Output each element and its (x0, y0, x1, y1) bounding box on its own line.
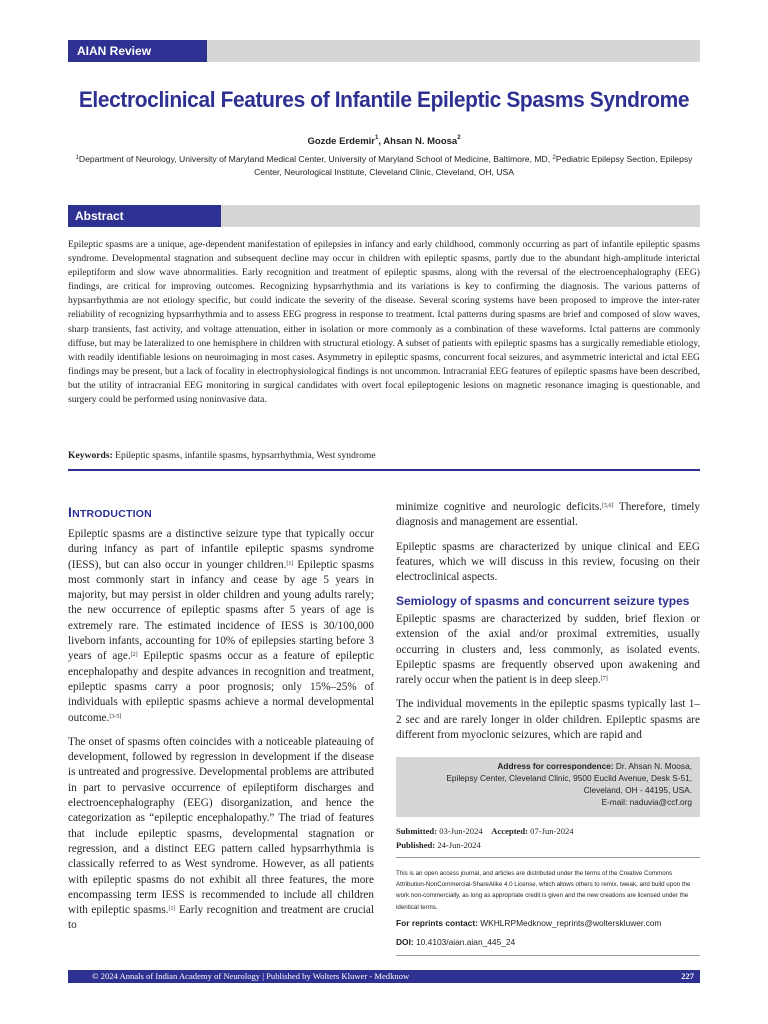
date-label: Published: (396, 840, 436, 850)
heading-initial: I (68, 504, 73, 520)
affil-mark: 1 (75, 155, 79, 161)
reprints-contact (396, 918, 661, 928)
author-list (0, 136, 768, 147)
citation: [7] (600, 676, 608, 683)
corr-line: Cleveland, OH - 44195, USA. (583, 785, 692, 795)
corr-email: E-mail: naduvia@ccf.org (601, 797, 692, 807)
correspondence-box (396, 757, 700, 817)
article-dates (396, 824, 574, 852)
date-label: Accepted: (491, 826, 529, 836)
paragraph (68, 527, 374, 726)
citation: [2] (130, 652, 138, 659)
introduction-heading (68, 504, 152, 520)
corr-line: Epilepsy Center, Cleveland Clinic, 9500 Euclid Avenue, Desk S-51, (446, 773, 692, 783)
date-value: 24-Jun-2024 (435, 840, 481, 850)
page-number: 227 (681, 971, 694, 981)
keywords-label: Keywords: (68, 450, 113, 461)
date-value: 03-Jun-2024 (437, 826, 483, 836)
reprints-email[interactable]: WKHLRPMedknow_reprints@wolterskluwer.com (477, 918, 662, 928)
author-separator: , (378, 136, 384, 147)
text-run: Epileptic spasms occur as a feature of epileptic encephalopathy and despite advances in recognition and treatment, epileptic spasms carry a poor prognosis; only 15%–25% of individuals with epileptic spasms achieve a normal developmental outcome. (68, 650, 374, 724)
footer-text: © 2024 Annals of Indian Academy of Neurology | Published by Wolters Kluwer - Medknow (92, 971, 410, 981)
date-line (396, 824, 574, 838)
citation: [1] (286, 560, 294, 567)
text-run: Early recognition and treatment are crucial to (68, 904, 374, 932)
article-title: Electroclinical Features of Infantile Epileptic Spasms Syndrome (78, 87, 690, 112)
paragraph: The individual movements in the epileptic spasms typically last 1–2 sec and are rarely longer in older children. Epileptic spasms are different from myoclonic seizures, which are rapid and (396, 698, 700, 742)
right-column-top (396, 500, 700, 594)
keywords (68, 450, 700, 461)
left-column (68, 527, 374, 943)
author-name: Ahsan N. Moosa (383, 136, 458, 147)
text-run: Therefore, timely diagnosis and management are essential. (396, 501, 700, 529)
text-run: The onset of spasms often coincides with a noticeable plateauing of development, followed by regression in development if the disease is untreated and progressive. Developmental problems are attributed in part to pervasive occurrence of epileptiform discharges and electroencephalography (EEG) disorganization, and hence the categorization as “epileptic encephalopathy.” The triad of features that include epileptic spasms, developmental stagnation or regression, and a distinct EEG pattern called hypsarrhythmia is classically referred to as West syndrome. However, as all patients with epileptic spasms do not exhibit all three features, the more encompassing term IESS is recommended to include all children with epileptic spasms. (68, 735, 374, 917)
paragraph (68, 735, 374, 934)
right-column-semiology (396, 612, 700, 752)
divider-rule (68, 469, 700, 471)
page-footer (68, 970, 700, 983)
date-value: 07-Jun-2024 (528, 826, 574, 836)
paragraph: Epileptic spasms are characterized by unique clinical and EEG features, which we will discuss in this review, focusing on their electroclinical aspects. (396, 540, 700, 584)
author-affil-mark: 1 (375, 135, 379, 141)
affiliations (70, 153, 698, 178)
paragraph (396, 612, 700, 688)
heading-rest: NTRODUCTION (72, 508, 152, 520)
corr-line (396, 757, 700, 772)
citation: [3-5] (109, 713, 122, 720)
affil-mark: 2 (552, 155, 556, 161)
reprints-label: For reprints contact: (396, 918, 478, 928)
corr-label: Address for correspondence: (497, 761, 614, 771)
abstract-text: Epileptic spasms are a unique, age-dependent manifestation of epilepsies in infancy and early childhood, commonly occurring as part of infantile epileptic spasms syndrome. Developmental stagnation and subsequent decline may occur in children with epileptic spasms, partly due to the abundant high-amplitude interictal epileptiform and slow wave abnormalities. Early recognition and treatment of epileptic spasms, along with the reversal of the electroencephalography (EEG) findings, are critical for improving outcomes. Recognizing hypsarrhythmia and its variations is key to confirming the diagnosis. The various patterns of hypsarrhythmia are not etiology specific, but could indicate the severity of the disease. Several scoring systems have been proposed to improve the inter-rater reliability of recognizing hypsarrhythmia and to assess EEG progress in response to treatment. Ictal patterns during spasms are brief and composed of slow waves, sharp transients, fast activity, and voltage attenuation, either in isolation or more commonly as a combination of these waveforms. Ictal patterns are commonly diffuse, but may be lateralized to one hemisphere in children with structural etiology. A subset of patients with epileptic spasms has a surgically remediable etiology, with readily identifiable lesions on neuroimaging in most cases. Asymmetry in epileptic spasms, concurrent focal seizures, and asymmetric interictal and ictal EEG findings may be present, but a lack of focality in electrophysiological findings is not uncommon. Intracranial EEG features of epileptic spasms have been described, but the utility of intracranial EEG monitoring in surgical candidates with overt focal epileptogenic lesions on magnetic resonance imaging is questionable, and surgery could be performed using noninvasive data. (68, 239, 700, 406)
divider-line (396, 955, 700, 956)
text-run: Epileptic spasms are a distinctive seizure type that typically occur during infancy as part of infantile epileptic spasms syndrome (IESS), but can also occur in younger children. (68, 528, 374, 571)
section-label (68, 40, 207, 62)
corr-name: Dr. Ahsan N. Moosa, (613, 761, 692, 771)
date-label: Submitted: (396, 826, 438, 836)
author-affil-mark: 2 (457, 135, 461, 141)
divider-line (396, 857, 700, 858)
affil-text: Pediatric Epilepsy Section, Epilepsy Center, Neurological Institute, Cleveland Clinic, Cleveland, OH, USA (254, 154, 693, 177)
doi (396, 937, 515, 947)
paragraph (396, 500, 700, 531)
abstract-heading-text: Abstract (75, 209, 124, 223)
affil-text: Department of Neurology, University of Maryland Medical Center, University of Maryland School of Medicine, Baltimore, MD, (78, 154, 553, 164)
doi-label: DOI: (396, 937, 414, 947)
semiology-heading: Semiology of spasms and concurrent seizure types (396, 594, 690, 608)
abstract-heading (68, 205, 221, 227)
text-run: Epileptic spasms most commonly start in infancy and cease by age 5 years in majority, but may persist in older children and young adults rarely; the new occurrence of epileptic spasms after 5 years of age is extremely rare. The estimated incidence of IESS is 30/100,000 liveborn infants, accounting for 10% of epilepsies starting before 3 years of age. (68, 558, 374, 663)
section-label-text: AIAN Review (77, 44, 152, 58)
date-line (396, 838, 574, 852)
author-name: Gozde Erdemir (307, 136, 376, 147)
text-run: minimize cognitive and neurologic deficits. (396, 501, 603, 513)
keywords-text: Epileptic spasms, infantile spasms, hypsarrhythmia, West syndrome (112, 450, 376, 461)
license-text: This is an open access journal, and articles are distributed under the terms of the Creative Commons Attribution-NonCommercial-ShareAlike 4.0 License, which allows others to remix, tweak, and build upon the work non-commercially, as long as appropriate credit is given and the new creations are licensed under the identical terms. (396, 870, 691, 911)
citation: [5,6] (602, 503, 614, 509)
doi-value[interactable]: 10.4103/aian.aian_445_24 (413, 937, 516, 947)
citation: [1] (168, 906, 176, 913)
text-run: Epileptic spasms are characterized by sudden, brief flexion or extension of the axial and/or proximal extremities, usually occurring in clusters and, less commonly, as isolated events. Epileptic spasms are frequently observed upon awakening and rarely occur when the patient is in deep sleep. (396, 613, 700, 687)
